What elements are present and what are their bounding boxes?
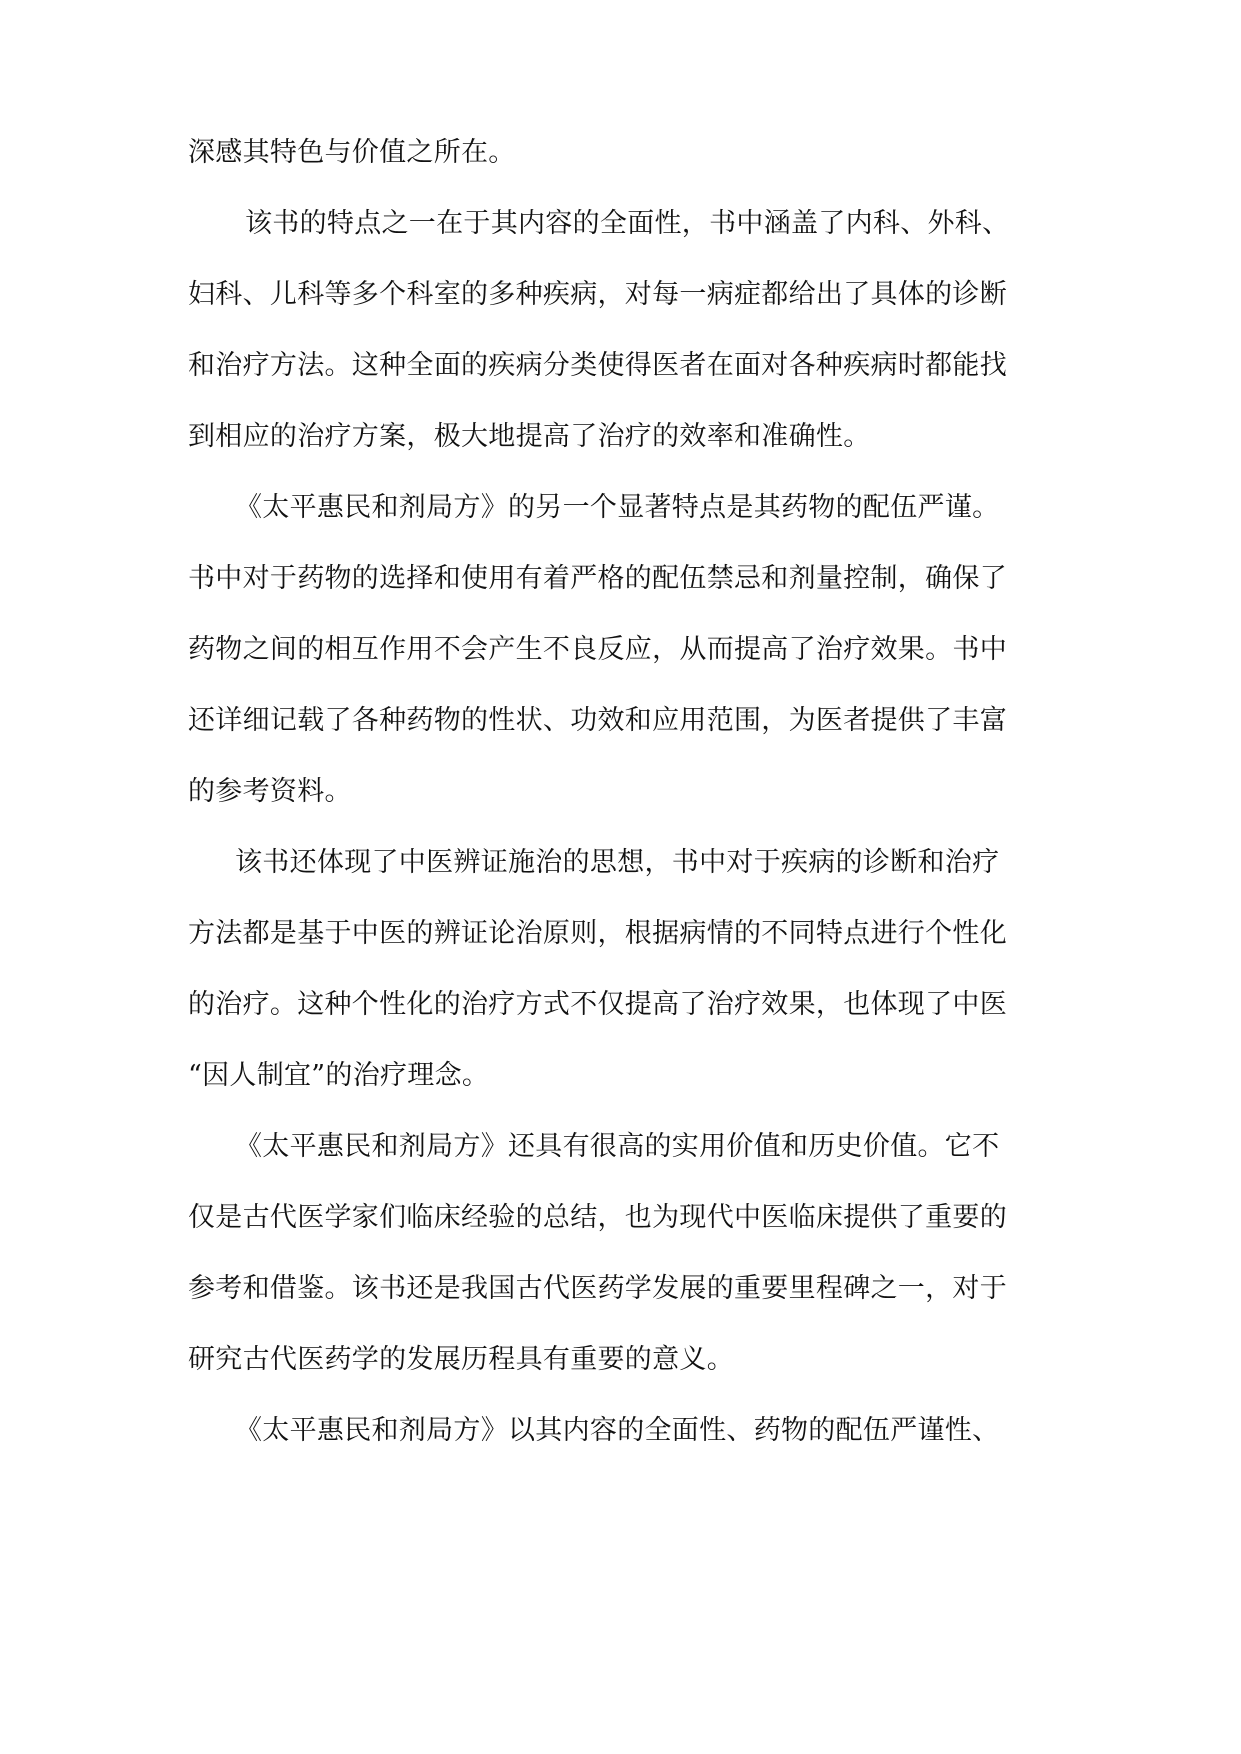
text-line-2: 该书的特点之一在于其内容的全面性，书中涵盖了内科、外科、	[245, 208, 1010, 239]
text-line-18: 研究古代医药学的发展历程具有重要的意义。	[188, 1344, 734, 1375]
text-line-17: 参考和借鉴。该书还是我国古代医药学发展的重要里程碑之一，对于	[188, 1273, 1007, 1304]
text-line-7: 书中对于药物的选择和使用有着严格的配伍禁忌和剂量控制，确保了	[188, 563, 1007, 594]
text-line-16: 仅是古代医学家们临床经验的总结，也为现代中医临床提供了重要的	[188, 1202, 1007, 1233]
text-line-9: 还详细记载了各种药物的性状、功效和应用范围，为医者提供了丰富	[188, 705, 1007, 736]
text-line-3: 妇科、儿科等多个科室的多种疾病，对每一病症都给出了具体的诊断	[188, 279, 1007, 310]
text-line-12: 方法都是基于中医的辨证论治原则，根据病情的不同特点进行个性化	[188, 918, 1007, 949]
text-line-19: 《太平惠民和剂局方》以其内容的全面性、药物的配伍严谨性、	[235, 1415, 1000, 1446]
text-line-1: 深感其特色与价值之所在。	[188, 137, 516, 168]
text-line-13: 的治疗。这种个性化的治疗方式不仅提高了治疗效果，也体现了中医	[188, 989, 1007, 1020]
text-line-6: 《太平惠民和剂局方》的另一个显著特点是其药物的配伍严谨。	[235, 492, 1000, 523]
text-line-14: “因人制宜”的治疗理念。	[188, 1060, 490, 1091]
text-line-5: 到相应的治疗方案，极大地提高了治疗的效率和准确性。	[188, 421, 871, 452]
text-line-11: 该书还体现了中医辨证施治的思想，书中对于疾病的诊断和治疗	[235, 847, 1000, 878]
text-line-15: 《太平惠民和剂局方》还具有很高的实用价值和历史价值。它不	[235, 1131, 1000, 1162]
text-line-10: 的参考资料。	[188, 776, 352, 807]
text-line-4: 和治疗方法。这种全面的疾病分类使得医者在面对各种疾病时都能找	[188, 350, 1007, 381]
text-line-8: 药物之间的相互作用不会产生不良反应，从而提高了治疗效果。书中	[188, 634, 1007, 665]
